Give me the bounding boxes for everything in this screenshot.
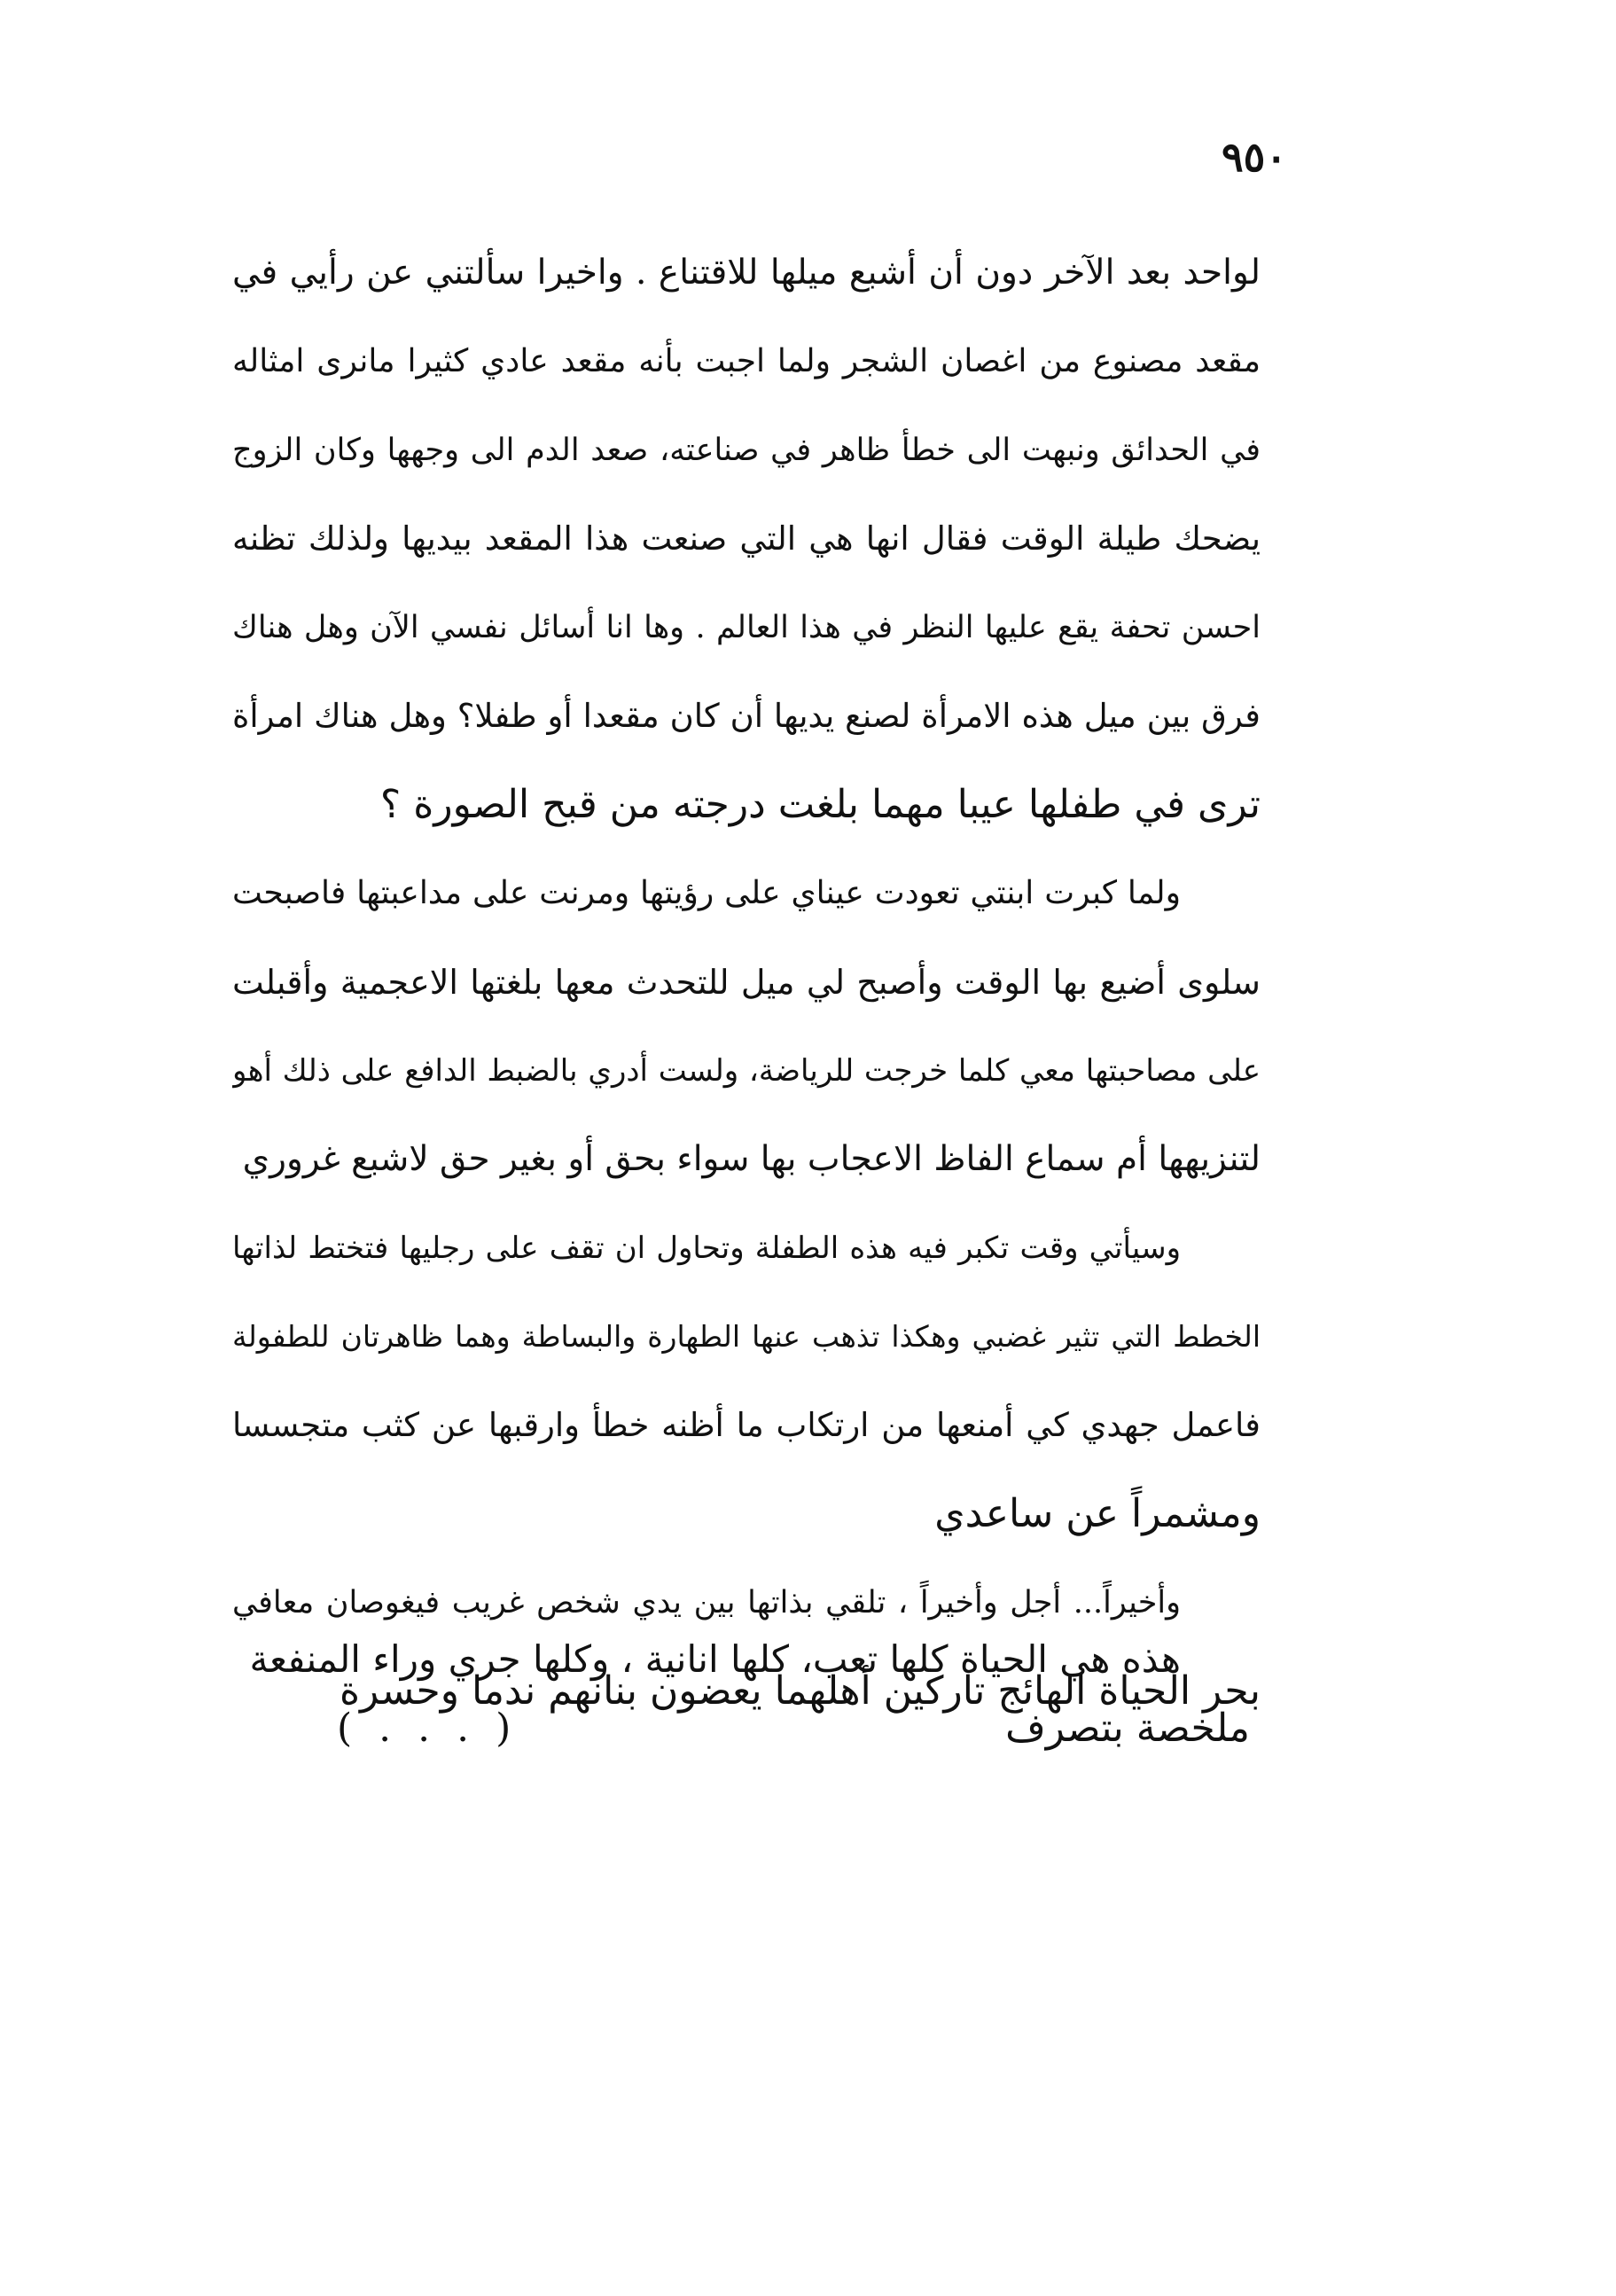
source-note: ملخصة بتصرف: [1005, 1706, 1250, 1751]
text-line: وأخيراً... أجل وأخيراً ، تلقي بذاتها بين يدي شخص غريب فيغوصان معافي: [232, 1585, 1181, 1620]
page-number: ٩٥٠: [1221, 133, 1288, 181]
text-line: ولما كبرت ابنتي تعودت عيناي على رؤيتها ومرنت على مداعبتها فاصبحت: [232, 875, 1181, 911]
text-line: في الحدائق ونبهت الى خطأ ظاهر في صناعته، صعد الدم الى وجهها وكان الزوج: [232, 433, 1261, 468]
ellipsis-mark: ( . . . ): [337, 1706, 519, 1751]
paragraph: [232, 229, 1261, 849]
text-line: ومشمراً عن ساعدي: [934, 1491, 1261, 1536]
text-line: فاعمل جهدي كي أمنعها من ارتكاب ما أظنه خطأ وارقبها عن كثب متجسسا: [232, 1406, 1261, 1444]
text-line: وسيأتي وقت تكبر فيه هذه الطفلة وتحاول ان تقف على رجليها فتختط لذاتها: [232, 1230, 1181, 1266]
text-line: لتنزيهها أم سماع الفاظ الاعجاب بها سواء بحق أو بغير حق لاشبع غروري: [242, 1139, 1261, 1179]
text-line: مقعد مصنوع من اغصان الشجر ولما اجبت بأنه مقعد عادي كثيرا مانرى امثاله: [232, 343, 1261, 379]
paragraph: [232, 1204, 1261, 1558]
text-line: لواحد بعد الآخر دون أن أشبع ميلها للاقتناع . واخيرا سألتني عن رأيي في: [232, 253, 1261, 293]
text-line: احسن تحفة يقع عليها النظر في هذا العالم . وها انا أسائل نفسي الآن وهل هناك: [232, 610, 1261, 645]
text-line: هذه هي الحياة كلها تعب، كلها انانية ، وكلها جري وراء المنفعة: [249, 1637, 1181, 1681]
paragraph: [232, 849, 1261, 1204]
text-line: بحر الحياة الهائج تاركين أهلهما يعضون بنانهم ندما وحسرة: [339, 1668, 1261, 1714]
text-line: يضحك طيلة الوقت فقال انها هي التي صنعت هذا المقعد بيديها ولذلك تظنه: [232, 519, 1261, 558]
text-line: سلوى أضيع بها الوقت وأصبح لي ميل للتحدث معها بلغتها الاعجمية وأقبلت: [232, 963, 1261, 1002]
text-line: فرق بين ميل هذه الامرأة لصنع يديها أن كان مقعدا أو طفلا؟ وهل هناك امرأة: [232, 697, 1261, 735]
text-line: ترى في طفلها عيبا مهما بلغت درجته من قبح الصورة ؟: [379, 782, 1261, 827]
article-body: [232, 229, 1261, 1736]
text-line: الخطط التي تثير غضبي وهكذا تذهب عنها الطهارة والبساطة وهما ظاهرتان للطفولة: [232, 1319, 1261, 1354]
attribution-row: [337, 1684, 1250, 1773]
text-line: على مصاحبتها معي كلما خرجت للرياضة، ولست أدري بالضبط الدافع على ذلك أهو: [232, 1053, 1261, 1089]
